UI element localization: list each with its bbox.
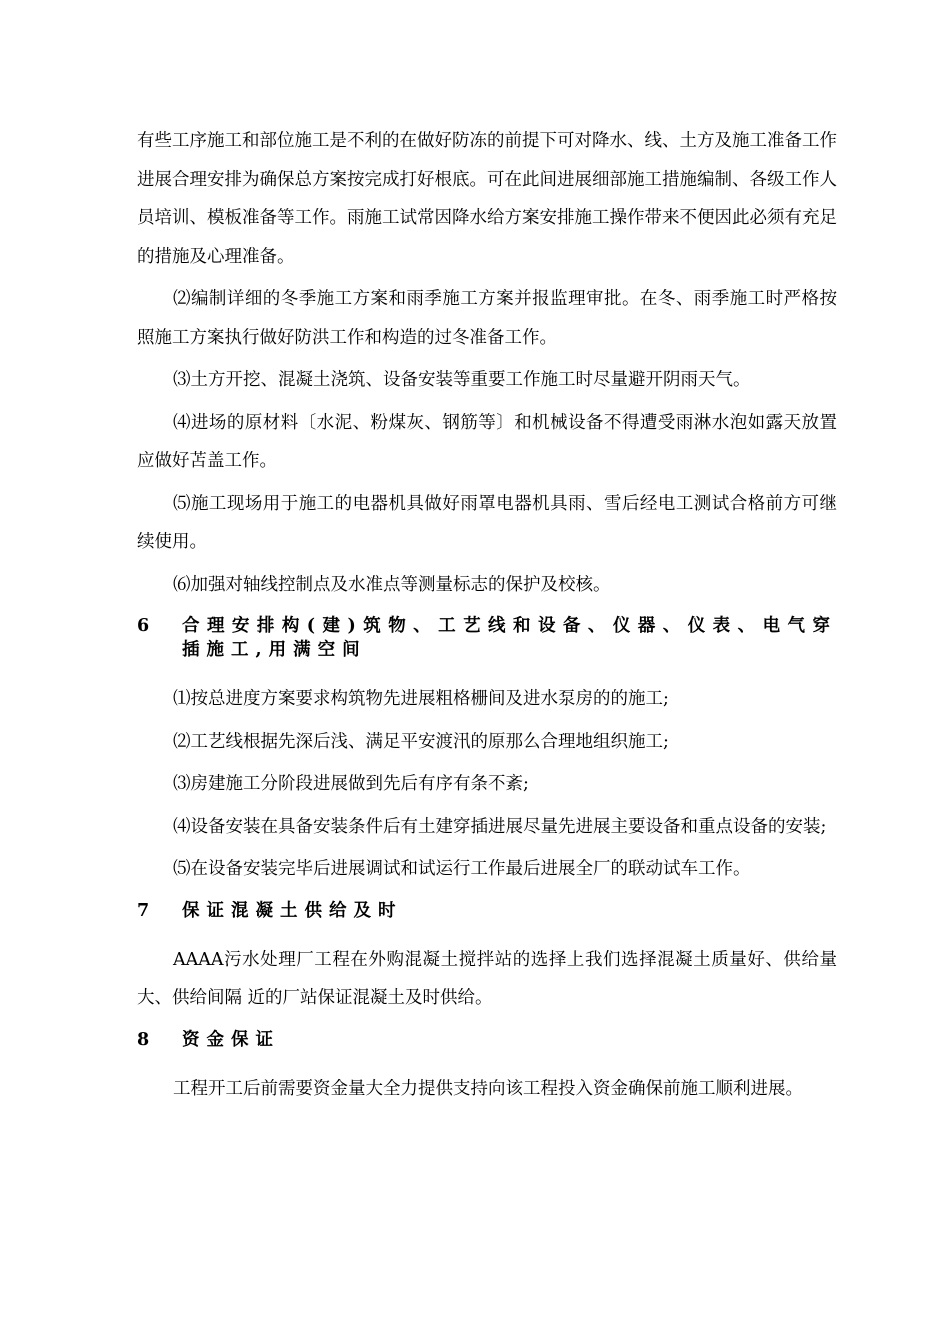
list-item: ⑸在设备安装完毕后进展调试和试运行工作最后进展全厂的联动试车工作。	[173, 859, 751, 879]
section-7-heading	[137, 899, 837, 923]
paragraph-item-2: ⑵编制详细的冬季施工方案和雨季施工方案并报监理审批。在冬、雨季施工时严格按照施工方案执行做好防洪工作和构造的过冬准备工作。	[137, 289, 837, 348]
list-item: ⑵工艺线根据先深后浅、满足平安渡汛的原那么合理地组织施工;	[173, 731, 669, 752]
list-item: ⑷设备安装在具备安装条件后有土建穿插进展尽量先进展主要设备和重点设备的安装;	[173, 816, 827, 837]
paragraph-winter-construction: 有些工序施工和部位施工是不利的在做好防冻的前提下可对降水、线、土方及施工准备工作进展合理安排为确保总方案按完成打好根底。可在此间进展细部施工措施编制、各级工作人员培训、模板准备等工作。雨施工试常因降水给方案安排施工操作带来不便因此必须有充足的措施及心理准备。	[137, 131, 837, 267]
document-page	[137, 122, 837, 1112]
list-item: ⑶房建施工分阶段进展做到先后有序有条不紊;	[173, 774, 529, 794]
section-title: 资金保证	[182, 1029, 280, 1050]
section-8-heading	[137, 1028, 837, 1052]
list-item: ⑴按总进度方案要求构筑物先进展粗格栅间及进水泵房的的施工;	[173, 689, 669, 709]
section-number: 8	[137, 1029, 150, 1050]
section-title: 保证混凝土供给及时	[182, 900, 403, 921]
paragraph-item-5: ⑸施工现场用于施工的电器机具做好雨罩电器机具雨、雪后经电工测试合格前方可继续使用。	[137, 493, 837, 552]
section-8-body: 工程开工后前需要资金量大全力提供支持向该工程投入资金确保前施工顺利进展。	[173, 1078, 803, 1099]
paragraph-item-4: ⑷进场的原材料〔水泥、粉煤灰、钢筋等〕和机械设备不得遭受雨淋水泡如露天放置应做好苫盖工作。	[137, 412, 837, 471]
paragraph-item-6: ⑹加强对轴线控制点及水准点等测量标志的保护及校核。	[173, 574, 611, 595]
paragraph-item-3: ⑶土方开挖、混凝土浇筑、设备安装等重要工作施工时尽量避开阴雨天气。	[173, 370, 751, 390]
section-title: 合理安排构(建)筑物、工艺线和设备、仪器、仪表、电气穿插施工,用满空间	[182, 616, 837, 660]
section-number: 6	[137, 616, 150, 636]
section-number: 7	[137, 900, 150, 921]
section-6-heading	[137, 614, 837, 662]
section-7-body: AAAA污水处理厂工程在外购混凝土搅拌站的选择上我们选择混凝土质量好、供给量大、供给间隔 近的厂站保证混凝土及时供给。	[137, 949, 837, 1008]
